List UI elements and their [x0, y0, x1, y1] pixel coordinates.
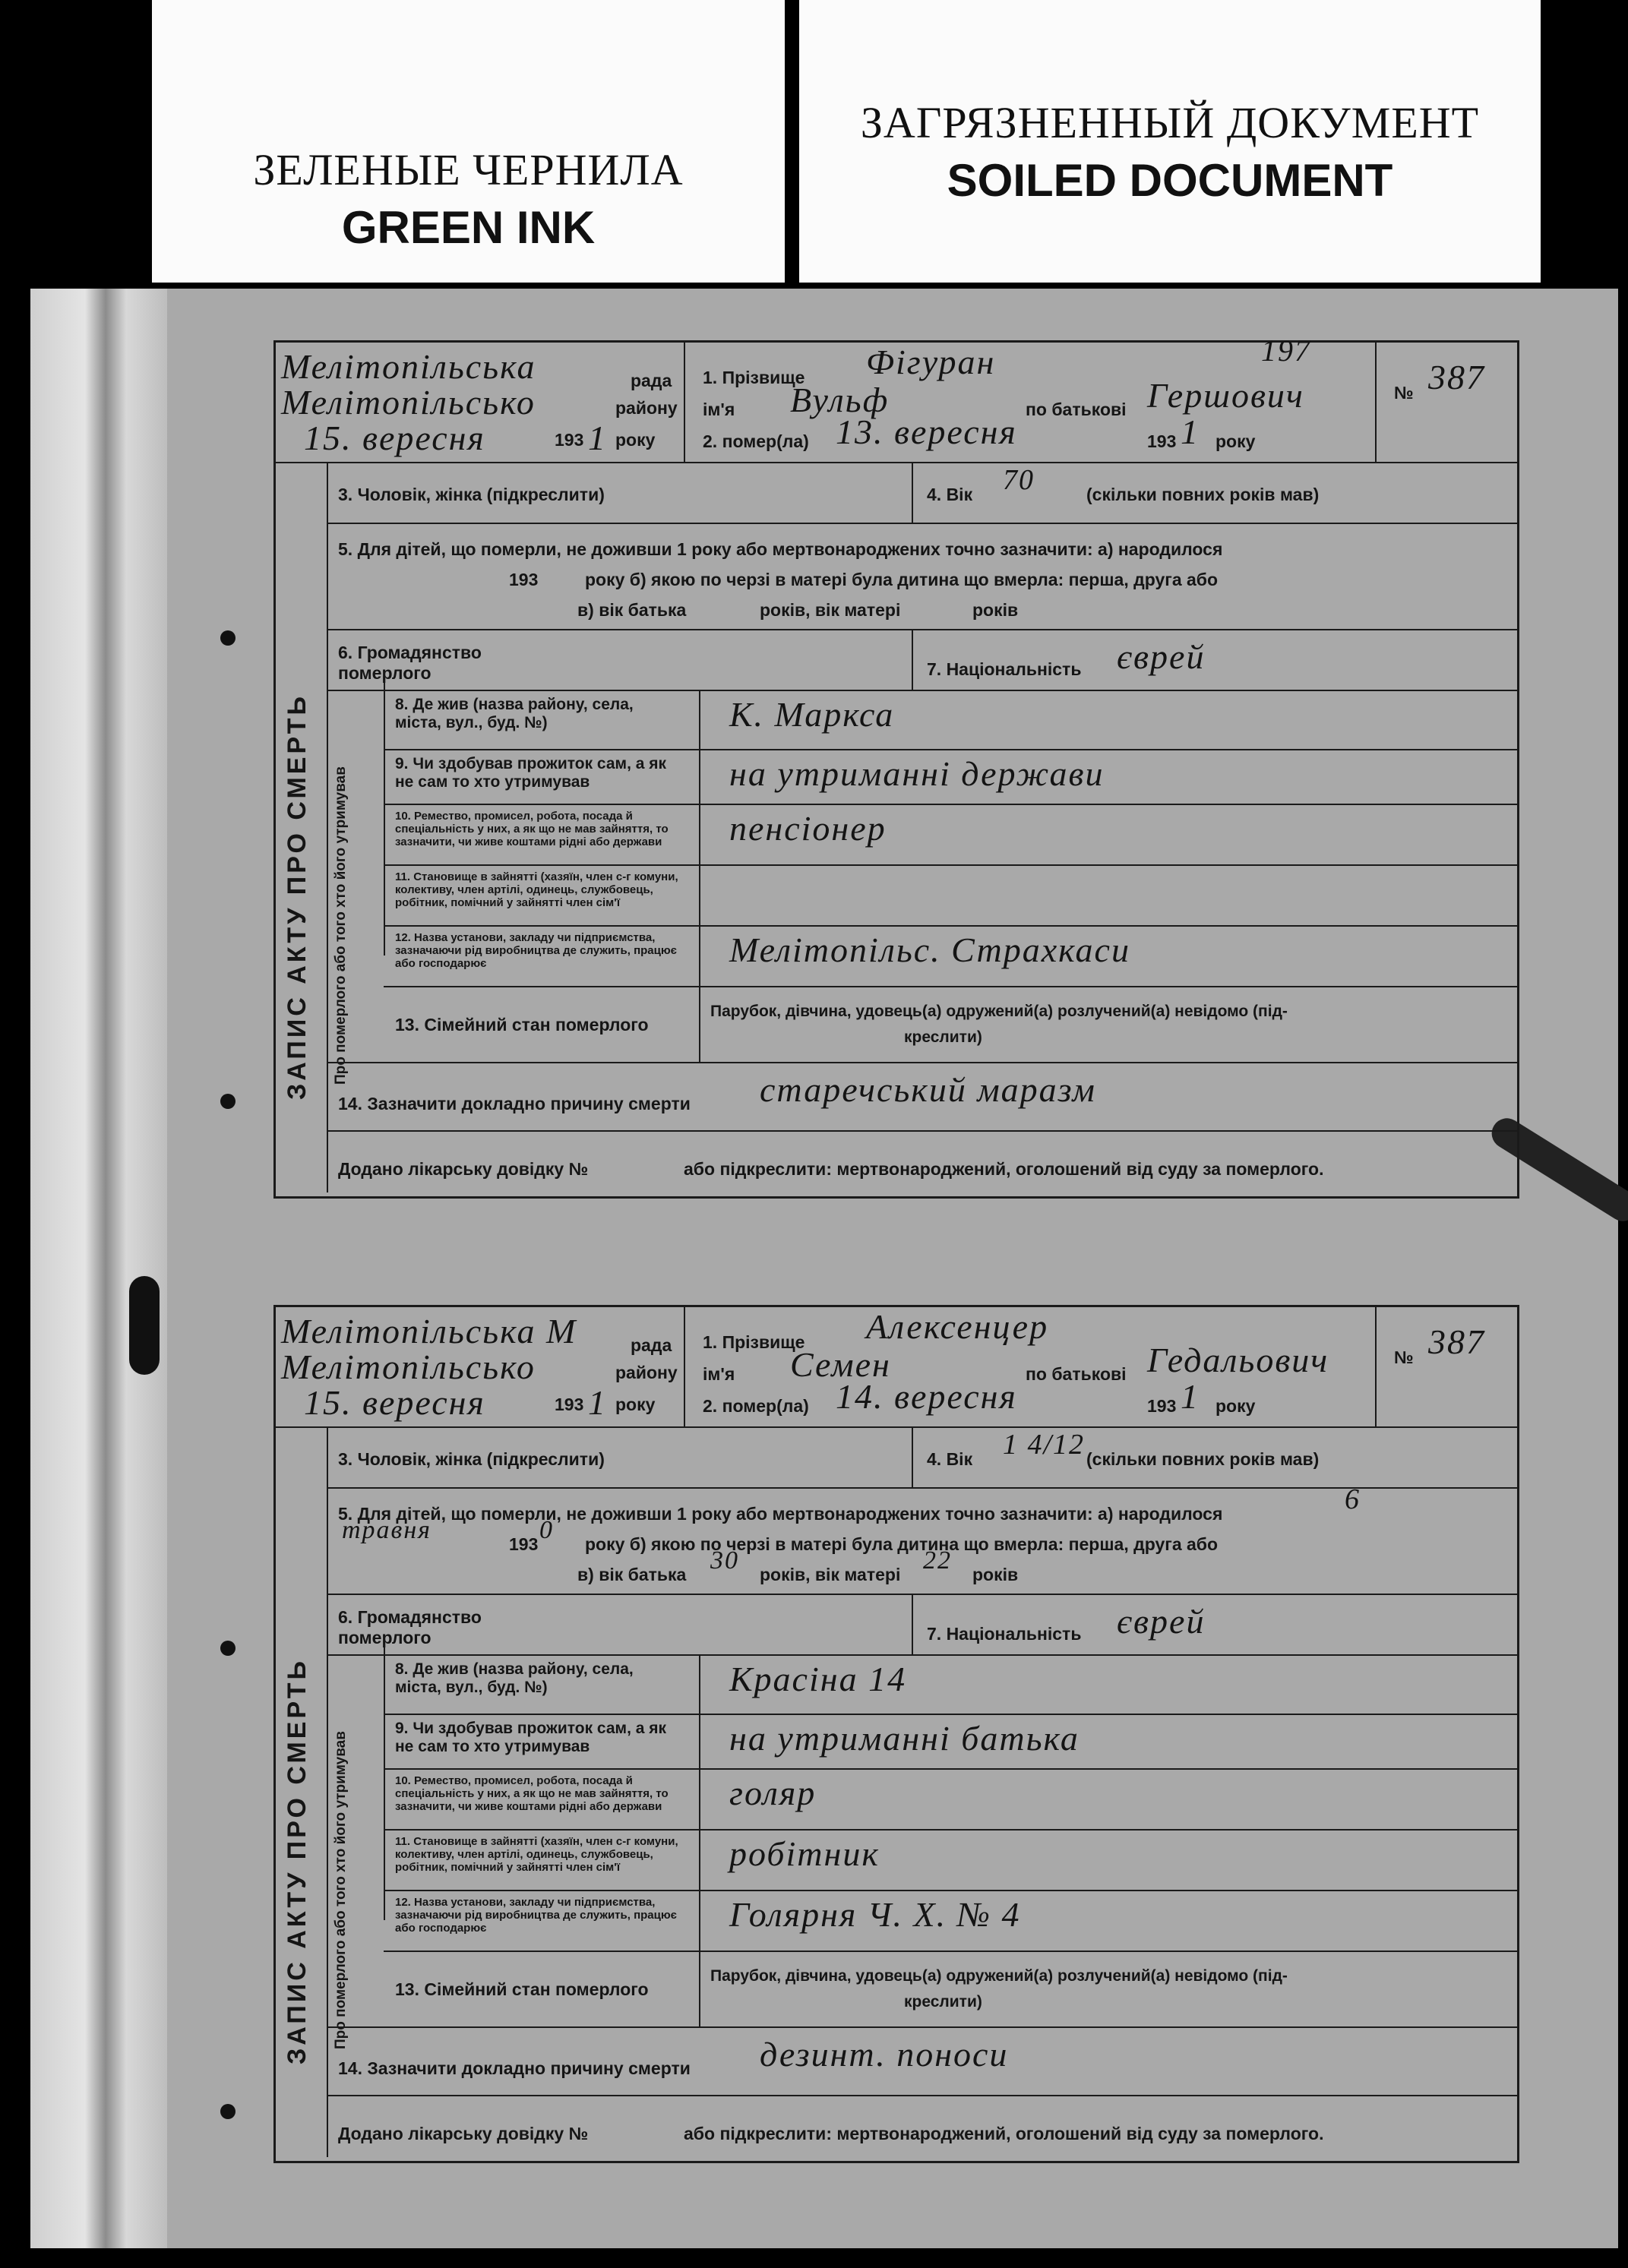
soiled-document-label-en: SOILED DOCUMENT: [947, 155, 1393, 206]
born-day-value: 6: [1345, 1483, 1361, 1515]
marital-options-2: креслити): [904, 1993, 982, 2011]
marital-status-label: 13. Сімейний стан померлого: [395, 1015, 649, 1034]
cause-value: дезинт. поноси: [760, 2035, 1009, 2074]
nationality-label: 7. Національність: [927, 1624, 1082, 1644]
cause-label: 14. Зазначити докладно причину смерти: [338, 1094, 691, 1113]
number-extra-value: 197: [1261, 333, 1311, 368]
residence-label: 8. Де жив (назва району, села, міста, вул., буд. №): [395, 696, 634, 731]
residence-value: К. Маркса: [729, 695, 895, 734]
born-year-value: 0: [539, 1516, 554, 1544]
children-line-2: року б) якою по черзі в матері була дитина що вмерла: перша, друга або: [585, 1534, 1219, 1554]
registration-date-value: 15. вересня: [304, 1383, 485, 1422]
side-divider: [327, 462, 328, 1192]
father-age-label: в) вік батька: [577, 600, 687, 620]
cause-value: старечський маразм: [760, 1070, 1096, 1109]
mother-age-label: років, вік матері: [760, 1565, 901, 1584]
row-line: [384, 749, 1517, 750]
row-line: [327, 1062, 1517, 1063]
row-line: [384, 804, 1517, 805]
born-month-value: травня: [342, 1516, 431, 1544]
residence-value: Красіна 14: [729, 1660, 907, 1698]
row-line: [327, 1130, 1517, 1132]
header-divider: [684, 340, 685, 462]
cause-label: 14. Зазначити докладно причину смерти: [338, 2058, 691, 2078]
death-year-value: 1: [1181, 412, 1200, 451]
sex-label: 3. Чоловік, жінка (підкреслити): [338, 485, 605, 504]
roku-label: року: [615, 1395, 656, 1414]
death-record-1: [273, 333, 1519, 1237]
children-line-2: року б) якою по черзі в матері була дитина що вмерла: перша, друга або: [585, 570, 1219, 589]
mother-age-suffix: років: [972, 1565, 1019, 1584]
row-line: [384, 1714, 1517, 1715]
side-title: ЗАПИС АКТУ ПРО СМЕРТЬ: [283, 1658, 311, 2064]
value-divider: [699, 690, 700, 1062]
residence-label: 8. Де жив (назва району, села, міста, вул., буд. №): [395, 1660, 634, 1696]
patronymic-label: по батькові: [1026, 1364, 1127, 1384]
footer-label: Додано лікарську довідку №: [338, 1159, 589, 1179]
row-line: [384, 1890, 1517, 1891]
header-bottom: [273, 462, 1517, 463]
death-date-value: 13. вересня: [836, 412, 1017, 451]
first-name-value: Семен: [790, 1345, 891, 1384]
green-ink-label: [152, 0, 785, 283]
row-divider: [912, 1426, 913, 1487]
row-line: [327, 690, 1517, 691]
side-subtitle: Про померлого або того хто його утримував: [333, 1731, 349, 2049]
registration-date-value: 15. вересня: [304, 419, 485, 457]
age-value: 70: [1003, 464, 1035, 496]
registration-year-value: 1: [588, 419, 607, 457]
roku-label: року: [615, 430, 656, 450]
death-date-value: 14. вересня: [836, 1377, 1017, 1416]
workplace-value: Голярня Ч. Х. № 4: [729, 1895, 1021, 1934]
death-roku-label: року: [1215, 1396, 1256, 1416]
mother-age-label: років, вік матері: [760, 600, 901, 620]
children-line-1: 5. Для дітей, що померли, не доживши 1 року або мертвонароджених точно зазначити: а) народилося: [338, 1504, 1223, 1524]
age-label: 4. Вік: [927, 485, 973, 504]
children-year-prefix: 193: [509, 1534, 539, 1554]
raion-label: району: [615, 398, 678, 418]
occupation-value: пенсіонер: [729, 809, 887, 848]
year-prefix: 193: [555, 1395, 584, 1414]
sex-label: 3. Чоловік, жінка (підкреслити): [338, 1449, 605, 1469]
support-label: 9. Чи здобував прожиток сам, а як не сам то хто утримував: [395, 1720, 667, 1755]
surname-label: 1. Прізвище: [703, 1332, 805, 1352]
side-title: ЗАПИС АКТУ ПРО СМЕРТЬ: [283, 693, 311, 1100]
support-value: на утриманні держави: [729, 754, 1105, 793]
row-line: [327, 1594, 1517, 1595]
row-line: [384, 864, 1517, 866]
subtitle-divider: [384, 1647, 385, 1920]
age-label: 4. Вік: [927, 1449, 973, 1469]
row-line: [327, 629, 1517, 630]
age-value: 1 4/12: [1003, 1429, 1086, 1461]
rada-label: рада: [631, 1335, 672, 1355]
row-line: [384, 925, 1517, 927]
footer-tail: або підкреслити: мертвонароджений, оголошений від суду за померлого.: [684, 2124, 1324, 2143]
row-line: [384, 1768, 1517, 1770]
ink-blot: [129, 1276, 160, 1375]
citizenship-label: 6. Громадянство померлого: [338, 1607, 482, 1647]
mother-age-value: 22: [923, 1546, 952, 1575]
row-line: [327, 2095, 1517, 2096]
footer-tail: або підкреслити: мертвонароджений, оголошений від суду за померлого.: [684, 1159, 1324, 1179]
workplace-label: 12. Назва установи, закладу чи підприємства, зазначаючи рід виробництва де служить, працює або господарює: [395, 931, 677, 970]
value-divider: [699, 1654, 700, 2026]
punch-hole: [220, 1094, 236, 1109]
death-year-prefix: 193: [1147, 431, 1177, 451]
row-divider: [912, 629, 913, 690]
row-line: [384, 1829, 1517, 1831]
children-year-prefix: 193: [509, 570, 539, 589]
support-value: на утриманні батька: [729, 1719, 1080, 1758]
citizenship-label: 6. Громадянство померлого: [338, 643, 482, 683]
soiled-document-label: [799, 0, 1541, 283]
workplace-label: 12. Назва установи, закладу чи підприємства, зазначаючи рід виробництва де служить, працює або господарює: [395, 1896, 677, 1935]
row-line: [384, 986, 1517, 987]
council-value: Мелітопільська М: [281, 1312, 577, 1350]
row-line: [384, 1951, 1517, 1952]
row-divider: [912, 1594, 913, 1654]
surname-value: Фігуран: [866, 343, 996, 381]
occupation-value: голяр: [729, 1774, 817, 1812]
marital-options-2: креслити): [904, 1028, 982, 1046]
age-suffix: (скільки повних років мав): [1086, 1449, 1320, 1469]
subtitle-divider: [384, 682, 385, 956]
name-label: ім'я: [703, 400, 735, 419]
children-line-1: 5. Для дітей, що померли, не доживши 1 року або мертвонароджених точно зазначити: а) народилося: [338, 539, 1223, 559]
surname-value: Алексенцер: [866, 1307, 1049, 1346]
district-value: Мелітопільсько: [281, 383, 536, 422]
registration-year-value: 1: [588, 1383, 607, 1422]
nationality-label: 7. Національність: [927, 659, 1082, 679]
header-divider: [684, 1305, 685, 1426]
raion-label: району: [615, 1363, 678, 1382]
header-divider: [1375, 1305, 1377, 1426]
number-value: 387: [1428, 1322, 1485, 1361]
row-line: [327, 1487, 1517, 1489]
row-line: [327, 1654, 1517, 1656]
occupation-label: 10. Ремество, промисел, робота, посада й спеціальність у них, а як що не мав зайняття, то зазначити, чи живе коштами рідні або держави: [395, 1774, 669, 1813]
workplace-value: Мелітопільс. Страхкаси: [729, 930, 1130, 969]
rada-label: рада: [631, 371, 672, 390]
green-ink-label-en: GREEN INK: [341, 202, 596, 253]
support-label: 9. Чи здобував прожиток сам, а як не сам то хто утримував: [395, 755, 667, 791]
year-prefix: 193: [555, 430, 584, 450]
position-value: робітник: [729, 1834, 880, 1873]
row-divider: [912, 462, 913, 523]
soiled-document-label-ru: ЗАГРЯЗНЕННЫЙ ДОКУМЕНТ: [860, 98, 1480, 147]
marital-options-1: Парубок, дівчина, удовець(а) одружений(а) розлучений(а) невідомо (під-: [710, 1967, 1288, 1985]
number-label: №: [1394, 383, 1414, 403]
death-roku-label: року: [1215, 431, 1256, 451]
punch-hole: [220, 1641, 236, 1656]
nationality-value: єврей: [1117, 1602, 1206, 1641]
number-label: №: [1394, 1347, 1414, 1367]
punch-hole: [220, 2104, 236, 2119]
footer-label: Додано лікарську довідку №: [338, 2124, 589, 2143]
side-subtitle: Про померлого або того хто його утримував: [333, 766, 349, 1085]
death-year-value: 1: [1181, 1377, 1200, 1416]
council-value: Мелітопільська: [281, 347, 536, 386]
occupation-label: 10. Ремество, промисел, робота, посада й спеціальність у них, а як що не мав зайняття, то зазначити, чи живе коштами рідні або держави: [395, 810, 669, 848]
paper-fold: [30, 289, 167, 2248]
father-age-label: в) вік батька: [577, 1565, 687, 1584]
death-record-2: [273, 1305, 1519, 2201]
death-year-prefix: 193: [1147, 1396, 1177, 1416]
marital-options-1: Парубок, дівчина, удовець(а) одружений(а) розлучений(а) невідомо (під-: [710, 1003, 1288, 1020]
death-date-label: 2. помер(ла): [703, 1396, 809, 1416]
death-date-label: 2. помер(ла): [703, 431, 809, 451]
row-line: [327, 2026, 1517, 2028]
age-suffix: (скільки повних років мав): [1086, 485, 1320, 504]
patronymic-label: по батькові: [1026, 400, 1127, 419]
patronymic-value: Гершович: [1147, 376, 1304, 415]
mother-age-suffix: років: [972, 600, 1019, 620]
row-line: [327, 523, 1517, 524]
green-ink-label-ru: ЗЕЛЕНЫЕ ЧЕРНИЛА: [253, 145, 684, 194]
name-label: ім'я: [703, 1364, 735, 1384]
first-name-value: Вульф: [790, 381, 890, 419]
patronymic-value: Гедальович: [1147, 1341, 1329, 1379]
marital-status-label: 13. Сімейний стан померлого: [395, 1979, 649, 1999]
side-divider: [327, 1426, 328, 2157]
punch-hole: [220, 630, 236, 646]
position-label: 11. Становище в зайнятті (хазяїн, член с-г комуни, колективу, член артілі, одинець, службовець, робітник, помічний у зайнятті член сім'ї: [395, 1835, 678, 1874]
father-age-value: 30: [710, 1546, 739, 1575]
nationality-value: єврей: [1117, 637, 1206, 676]
surname-label: 1. Прізвище: [703, 368, 805, 387]
header-divider: [1375, 340, 1377, 462]
district-value: Мелітопільсько: [281, 1347, 536, 1386]
number-value: 387: [1428, 358, 1485, 396]
position-label: 11. Становище в зайнятті (хазяїн, член с-г комуни, колективу, член артілі, одинець, службовець, робітник, помічний у зайнятті член сім'ї: [395, 870, 678, 909]
header-bottom: [273, 1426, 1517, 1428]
